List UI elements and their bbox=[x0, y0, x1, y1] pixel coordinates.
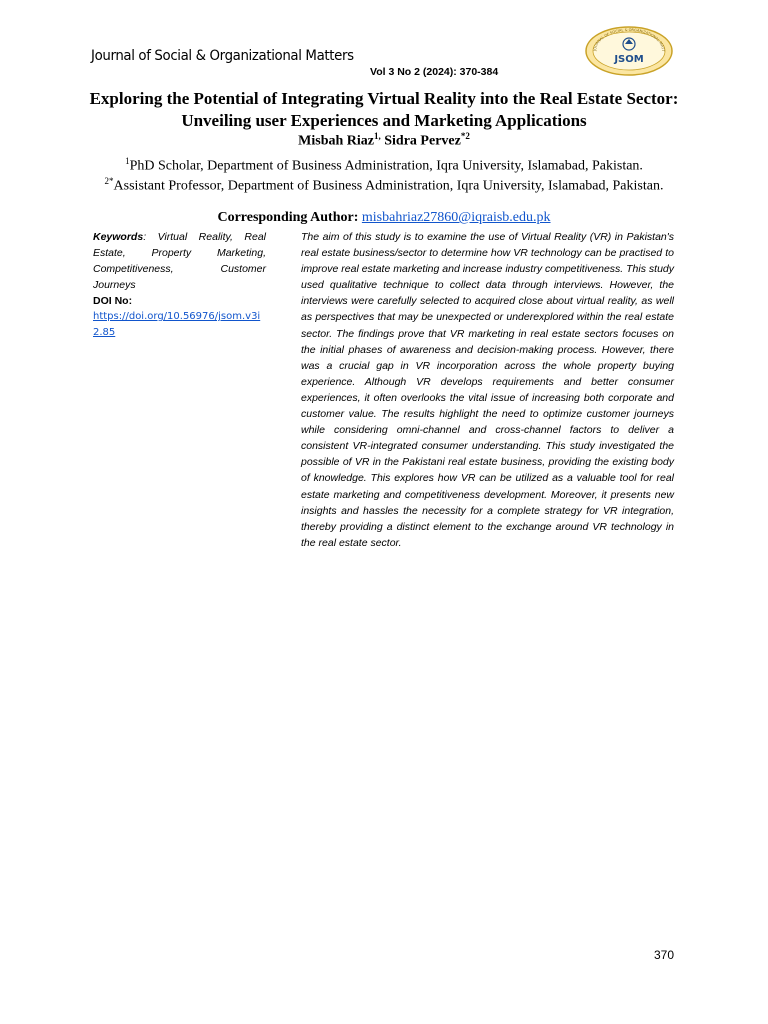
corresponding-label: Corresponding Author: bbox=[217, 210, 359, 225]
paper-title: Exploring the Potential of Integrating Virtual Reality into the Real Estate Sector: Unveiling user Experiences and Marketing Applications bbox=[89, 89, 679, 130]
affiliation-2 bbox=[96, 171, 672, 197]
affiliation-1-sup: 1 bbox=[125, 156, 130, 166]
keywords-block: Keywords: Virtual Reality, Real Estate, Property Marketing, Competitiveness, Customer Journeys bbox=[93, 231, 266, 291]
affiliation-1-text: PhD Scholar, Department of Business Administration, Iqra University, Islamabad, Pakistan. bbox=[129, 158, 643, 174]
keywords-text: Virtual Reality, Real Estate, Property Marketing, Competitiveness, Customer Journeys bbox=[93, 231, 266, 291]
volume-info: Vol 3 No 2 (2024): 370-384 bbox=[370, 66, 499, 78]
page-number: 370 bbox=[654, 948, 675, 962]
author-2: Sidra Pervez bbox=[384, 133, 461, 149]
doi-link[interactable]: https://doi.org/10.56976/jsom.v3i2.85 bbox=[93, 311, 261, 338]
keywords-label: Keywords bbox=[93, 231, 144, 243]
author-1: Misbah Riaz bbox=[298, 133, 374, 149]
doi-label: DOI No: bbox=[93, 295, 133, 307]
affiliation-2-text: Assistant Professor, Department of Business Administration, Iqra University, Islamabad, Pakistan. bbox=[113, 178, 664, 194]
author-list bbox=[0, 131, 768, 150]
journal-logo bbox=[584, 25, 674, 77]
logo-text: JSOM bbox=[614, 54, 644, 65]
abstract-text: The aim of this study is to examine the use of Virtual Reality (VR) in Pakistan's real estate business/sector to determine how VR technology can be practised to improve real estate marketing and increase industry competitiveness. This study used qualitative technique to collect data through interviews. However, the interviews were carefully selected to acquired close about virtual reality, as well as perspectives that may be unexpected or underexplored within the real estate sector. The findings prove that VR marketing in real estate sectors focuses on the initial phases of awareness and decision-making process. However, there was a crucial gap in VR incorporation across the whole property buying experience. Although VR develops requirements and better consumer experiences, it often overlooks the vital issue of increasing both corporate and customer value. The results highlight the need to optimize customer journeys while considering omni-channel and cross-channel factors to deliver a consistent VR-integrated consumer understanding. This study investigated the possible of VR in the Pakistani real estate business, providing the existing body of knowledge. This explores how VR can be utilized as a valuable tool for real estate marketing and competitiveness development. Moreover, it presents new insights and hassles the necessity for a complete strategy for VR integration, thereby providing a distinct element to the exchange around VR technology in the real estate sector. bbox=[301, 231, 674, 549]
logo-ring-text: JOURNAL OF SOCIAL & ORGANIZATIONAL MATT bbox=[592, 27, 666, 52]
affiliation-2-sup: 2* bbox=[104, 176, 114, 186]
journal-name: Journal of Social & Organizational Matters bbox=[91, 48, 354, 64]
author-1-sup: 1, bbox=[374, 131, 381, 141]
corresponding-author bbox=[0, 210, 768, 226]
corresponding-email-link[interactable]: misbahriaz27860@iqraisb.edu.pk bbox=[361, 210, 551, 225]
keywords-sidebar bbox=[93, 229, 266, 341]
author-2-sup: *2 bbox=[460, 131, 470, 141]
